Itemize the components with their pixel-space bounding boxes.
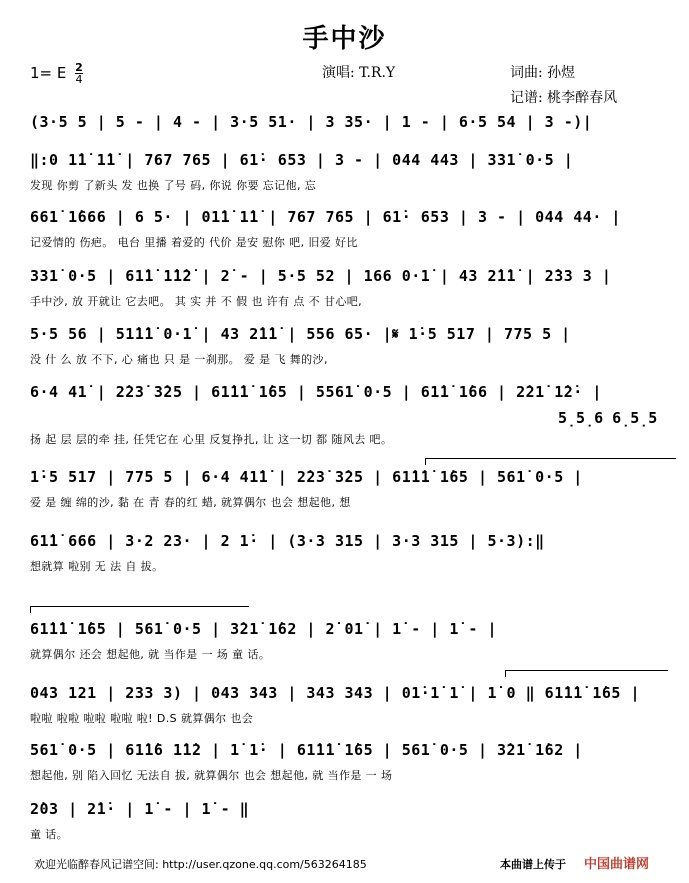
lyrics-line: 想起他, 别 陷入回忆 无法自 拔, 就算偶尔 也会 想起他, 就 当作是 一 场: [30, 769, 393, 782]
notation-line: 1̇·5 517 | 775 5 | 6·4 41̇1̇ | 2̇23̇ 3̇25 | 61̇1̇1̇ 1̇65 | 561̇ 0·5 |: [30, 468, 583, 486]
volta-bracket-2: [30, 606, 249, 613]
transcriber-credit: 记谱: 桃李醉春风: [510, 90, 618, 106]
notation-line: 661̇ 1̇666 | 6 5· | 01̇1̇ 1̇1̇ | 767 765 | 61̇· 653 | 3 - | 044 44· |: [30, 208, 621, 226]
footer-website: 欢迎光临醉春风记谱空间: http://user.qzone.qq.com/563264185: [34, 858, 367, 871]
song-title: 手中沙: [302, 24, 387, 54]
notation-line: ‖:0 1̇1̇ 1̇1̇ | 767 765 | 61̇· 653 | 3 - | 044 443 | 331̇ 0·5 |: [30, 151, 574, 169]
notation-line: 331̇ 0·5 | 61̇1̇ 1̇1̇2̇ | 2̇ - | 5·5 52 | 166 0·1̇ | 43 2̇1̇1̇ | 2̇33 3 |: [30, 267, 612, 285]
notation-line: 561̇ 0·5 | 61̇1̇6 1̇1̇2 | 1̇ 1̇· | 61̇1̇1̇ 1̇65 | 561̇ 0·5 | 3̇21̇ 1̇62 |: [30, 741, 583, 759]
lyrics-line: 童 话。: [30, 828, 69, 841]
time-sig-top: 2: [75, 61, 83, 74]
key-label: 1= E: [30, 64, 67, 82]
time-sig-bottom: 4: [75, 73, 83, 86]
lyrics-line: 想就算 啦别 无 法 自 拔。: [30, 560, 164, 573]
notation-line: 2̇03 | 2̇1̇· | 1̇ - | 1̇ - ‖: [30, 800, 250, 818]
lyrics-line: 就算偶尔 还会 想起他, 就 当作是 一 场 童 话。: [30, 648, 271, 661]
notation-line: 6·4 41̇ | 2̇23̇ 3̇25 | 61̇1̇1̇ 1̇65 | 5561̇ 0·5 | 61̇1̇ 1̇66 | 2̇21̇ 1̇2̇· |: [30, 383, 602, 401]
notation-line: 61̇1̇ 666 | 3·2 23· | 2 1̇· | (3·3 315 | 3·3 315 | 5·3):‖: [30, 532, 545, 550]
notation-line: 043 121 | 233 3) | 043 343 | 343 343 | 01̇·1̇ 1̇ | 1̇ 0 ‖ 61̇1̇1̇ 1̇65 |: [30, 684, 640, 702]
lyrics-line: 扬 起 层 层的牵 挂, 任凭它在 心里 反复挣扎, 让 这一切 都 随风去 吧。: [30, 433, 393, 446]
volta-bracket-1: [425, 458, 676, 465]
lyrics-line: 啦啦 啦啦 啦啦 啦啦 啦! D.S 就算偶尔 也会: [30, 712, 254, 725]
time-signature: [75, 62, 83, 85]
lyrics-line: 记爱情的 伤疤。 电台 里播 着爱的 代价 是安 慰你 吧, 旧爱 好比: [30, 236, 358, 249]
lyrics-line: 手中沙, 放 开就让 它去吧。 其 实 并 不 假 也 许有 点 不 甘心吧,: [30, 295, 363, 308]
lyrics-line: 发现 你剪 了新头 发 也换 了号 码, 你说 你要 忘记他, 忘: [30, 179, 317, 192]
singer-credit: 演唱: T.R.Y: [322, 65, 396, 81]
logo-text: 中国曲谱网: [584, 857, 650, 872]
volta-bracket-3: [505, 670, 668, 677]
footer-upload-note: 本曲谱上传于: [500, 858, 566, 871]
lyrics-line: 爱 是 缠 绵的沙, 黏 在 青 春的红 蜡, 就算偶尔 也会 想起他, 想: [30, 496, 351, 509]
notation-line: 5·5 56 | 51̇1̇1̇ 0·1̇ | 43 2̇1̇1̇ | 556 65· |𝄋 1̇·5 517 | 775 5 |: [30, 325, 571, 343]
harmony-line: 5̣5̣6 6̣5̣5: [558, 409, 658, 427]
lyrics-line: 没 什 么 放 不下, 心 痛也 只 是 一刹那。 爱 是 飞 舞的沙,: [30, 353, 328, 366]
site-logo: [584, 853, 649, 872]
notation-line: (3·5 5 | 5 - | 4 - | 3·5 51· | 3 35· | 1 - | 6·5 54 | 3 -)|: [30, 113, 593, 131]
notation-line: 61̇1̇1̇ 1̇65 | 561̇ 0·5 | 3̇21̇ 1̇62 | 2̇ 01̇ | 1̇ - | 1̇ - |: [30, 620, 498, 638]
key-signature: [30, 62, 83, 85]
composer-credit: 词曲: 孙煜: [510, 65, 576, 81]
